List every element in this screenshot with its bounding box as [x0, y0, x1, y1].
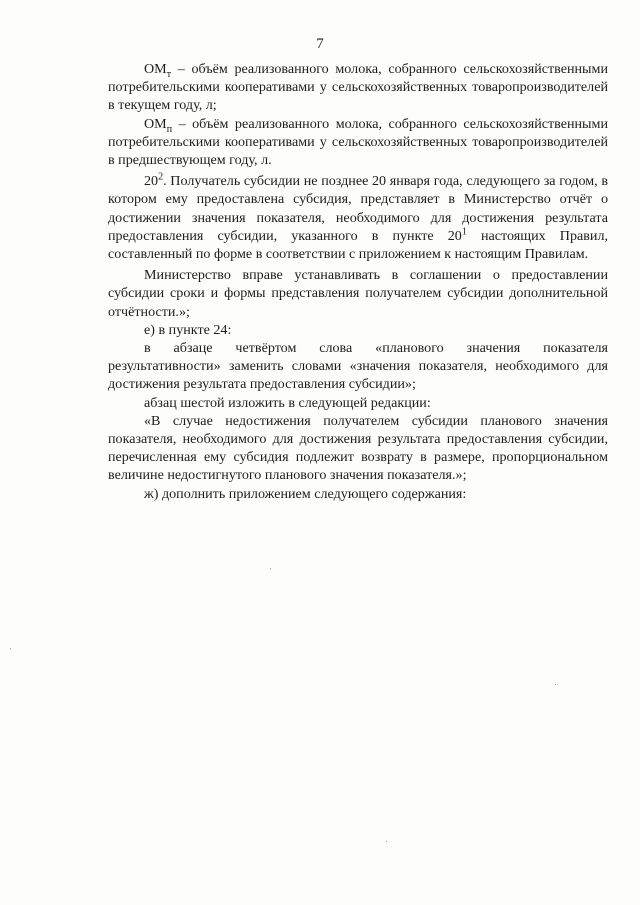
scan-speck: [270, 568, 271, 569]
paragraph-text-continued: настоящих Правил, составленный по форме в соответствии с приложением к настоящим Правилам.: [108, 227, 609, 263]
paragraph-item-zh: ж) дополнить приложением следующего содержания:: [144, 485, 467, 502]
page-number: 7: [316, 36, 324, 52]
paragraph-clause-20-2: [108, 172, 608, 263]
paragraph-abzac-four: в абзаце четвёртом слова «планового значения показателя результативности» заменить словами «значения показателя, необходимого для достижения результата предоставления субсидии»;: [108, 340, 608, 393]
om-subscript: т: [166, 68, 172, 80]
paragraph-om-previous: [108, 115, 608, 170]
paragraph-quoted-clause: «В случае недостижения получателем субсидии планового значения показателя, необходимого для достижения результата предоставления субсидии, перечисленная ему субсидия подлежит возврату в размере, пропорциональном величине недостигнутого планового значения показателя.»;: [108, 412, 608, 484]
document-body: [108, 60, 608, 503]
om-symbol: ОМ: [144, 115, 167, 132]
paragraph-text: – объём реализованного молока, собранного сельскохозяйственными потребительскими кооперативами у сельскохозяйственных товаропроизводителей в текущем году, л;: [108, 61, 608, 114]
scan-speck: [555, 684, 556, 685]
paragraph-abzac-six: абзац шестой изложить в следующей редакции:: [144, 394, 431, 411]
scan-speck: [386, 841, 387, 842]
reference-superscript: 1: [461, 226, 467, 238]
om-subscript: п: [166, 123, 173, 135]
paragraph-om-current: [108, 60, 608, 115]
paragraph-text: . Получатель субсидии не позднее 20 января года, следующего за годом, в котором ему предоставлена субсидия, представляет в Министерство отчёт о достижении значения показателя, необходимого для достижения результата предоставления субсидии, указанного в пункте 20: [108, 173, 608, 244]
clause-number: 20: [144, 173, 159, 190]
clause-superscript: 2: [158, 171, 164, 183]
paragraph-item-e: е) в пункте 24:: [144, 321, 232, 338]
paragraph-text: – объём реализованного молока, собранного сельскохозяйственными потребительскими кооперативами у сельскохозяйственных товаропроизводителей в предшествующем году, л.: [108, 115, 608, 169]
scan-speck: [10, 648, 11, 649]
paragraph-ministry-reporting: Министерство вправе устанавливать в соглашении о предоставлении субсидии сроки и формы представления получателем субсидии дополнительной отчётности.»;: [108, 267, 608, 320]
om-symbol: ОМ: [144, 61, 167, 77]
